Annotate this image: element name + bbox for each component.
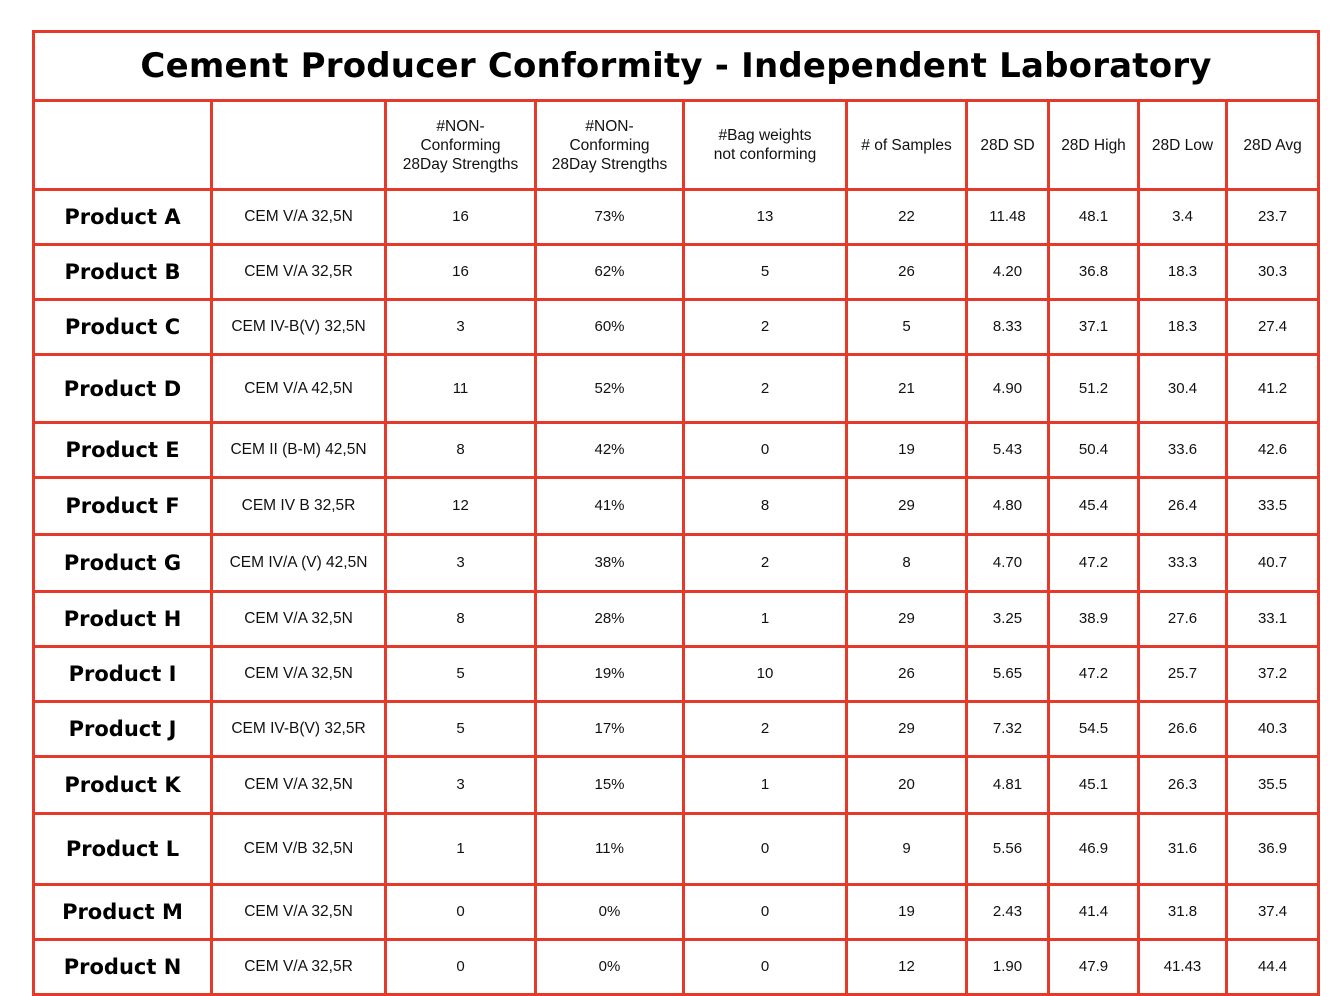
bag-weights-nonconforming-cell: 2 (684, 535, 847, 592)
cement-type-cell: CEM V/A 42,5N (212, 355, 386, 423)
strength-28d-high-cell: 48.1 (1049, 190, 1139, 245)
cement-type-cell: CEM IV B 32,5R (212, 478, 386, 535)
nonconforming-percent-cell: 19% (536, 647, 684, 702)
table-row (34, 300, 1319, 355)
strength-28d-avg-cell: 27.4 (1227, 300, 1319, 355)
strength-28d-low-cell: 41.43 (1139, 940, 1227, 995)
header-28d-high: 28D High (1049, 101, 1139, 190)
table-row (34, 592, 1319, 647)
strength-28d-low-cell: 26.4 (1139, 478, 1227, 535)
bag-weights-nonconforming-cell: 2 (684, 702, 847, 757)
bag-weights-nonconforming-cell: 0 (684, 940, 847, 995)
table-row (34, 814, 1319, 885)
nonconforming-count-cell: 16 (386, 190, 536, 245)
strength-28d-low-cell: 33.6 (1139, 423, 1227, 478)
strength-28d-sd-cell: 2.43 (967, 885, 1049, 940)
strength-28d-high-cell: 47.9 (1049, 940, 1139, 995)
strength-28d-sd-cell: 5.43 (967, 423, 1049, 478)
sample-count-cell: 29 (847, 592, 967, 647)
cement-type-cell: CEM V/A 32,5N (212, 592, 386, 647)
product-name-cell: Product A (34, 190, 212, 245)
strength-28d-high-cell: 36.8 (1049, 245, 1139, 300)
nonconforming-percent-cell: 73% (536, 190, 684, 245)
nonconforming-percent-cell: 38% (536, 535, 684, 592)
sample-count-cell: 21 (847, 355, 967, 423)
nonconforming-percent-cell: 62% (536, 245, 684, 300)
nonconforming-percent-cell: 15% (536, 757, 684, 814)
cement-type-cell: CEM V/A 32,5R (212, 940, 386, 995)
table-row (34, 757, 1319, 814)
strength-28d-avg-cell: 35.5 (1227, 757, 1319, 814)
strength-28d-low-cell: 25.7 (1139, 647, 1227, 702)
sample-count-cell: 29 (847, 478, 967, 535)
header-product (34, 101, 212, 190)
strength-28d-avg-cell: 40.3 (1227, 702, 1319, 757)
nonconforming-percent-cell: 60% (536, 300, 684, 355)
nonconforming-percent-cell: 0% (536, 940, 684, 995)
header-28d-avg: 28D Avg (1227, 101, 1319, 190)
table-row (34, 535, 1319, 592)
strength-28d-sd-cell: 1.90 (967, 940, 1049, 995)
strength-28d-low-cell: 31.6 (1139, 814, 1227, 885)
sample-count-cell: 29 (847, 702, 967, 757)
strength-28d-avg-cell: 36.9 (1227, 814, 1319, 885)
strength-28d-high-cell: 51.2 (1049, 355, 1139, 423)
strength-28d-sd-cell: 8.33 (967, 300, 1049, 355)
strength-28d-avg-cell: 30.3 (1227, 245, 1319, 300)
table-title: Cement Producer Conformity - Independent Laboratory (34, 32, 1319, 101)
strength-28d-sd-cell: 7.32 (967, 702, 1049, 757)
nonconforming-count-cell: 3 (386, 757, 536, 814)
strength-28d-low-cell: 26.3 (1139, 757, 1227, 814)
strength-28d-avg-cell: 23.7 (1227, 190, 1319, 245)
table-row (34, 940, 1319, 995)
bag-weights-nonconforming-cell: 0 (684, 423, 847, 478)
sample-count-cell: 20 (847, 757, 967, 814)
strength-28d-sd-cell: 5.56 (967, 814, 1049, 885)
strength-28d-low-cell: 31.8 (1139, 885, 1227, 940)
product-name-cell: Product I (34, 647, 212, 702)
nonconforming-count-cell: 0 (386, 940, 536, 995)
product-name-cell: Product E (34, 423, 212, 478)
sample-count-cell: 19 (847, 885, 967, 940)
strength-28d-avg-cell: 33.5 (1227, 478, 1319, 535)
cement-type-cell: CEM V/B 32,5N (212, 814, 386, 885)
strength-28d-low-cell: 26.6 (1139, 702, 1227, 757)
bag-weights-nonconforming-cell: 2 (684, 355, 847, 423)
strength-28d-high-cell: 46.9 (1049, 814, 1139, 885)
table-row (34, 478, 1319, 535)
nonconforming-count-cell: 5 (386, 647, 536, 702)
strength-28d-sd-cell: 4.81 (967, 757, 1049, 814)
bag-weights-nonconforming-cell: 2 (684, 300, 847, 355)
strength-28d-avg-cell: 42.6 (1227, 423, 1319, 478)
product-name-cell: Product L (34, 814, 212, 885)
sample-count-cell: 19 (847, 423, 967, 478)
strength-28d-avg-cell: 41.2 (1227, 355, 1319, 423)
nonconforming-percent-cell: 42% (536, 423, 684, 478)
nonconforming-count-cell: 11 (386, 355, 536, 423)
nonconforming-count-cell: 3 (386, 535, 536, 592)
strength-28d-low-cell: 33.3 (1139, 535, 1227, 592)
nonconforming-count-cell: 12 (386, 478, 536, 535)
strength-28d-low-cell: 27.6 (1139, 592, 1227, 647)
sample-count-cell: 5 (847, 300, 967, 355)
strength-28d-high-cell: 54.5 (1049, 702, 1139, 757)
nonconforming-count-cell: 1 (386, 814, 536, 885)
cement-type-cell: CEM IV-B(V) 32,5R (212, 702, 386, 757)
strength-28d-high-cell: 41.4 (1049, 885, 1139, 940)
bag-weights-nonconforming-cell: 13 (684, 190, 847, 245)
nonconforming-count-cell: 3 (386, 300, 536, 355)
table-row (34, 245, 1319, 300)
header-nonconforming-count: #NON- Conforming 28Day Strengths (386, 101, 536, 190)
bag-weights-nonconforming-cell: 0 (684, 885, 847, 940)
table-row (34, 423, 1319, 478)
table-row (34, 702, 1319, 757)
strength-28d-high-cell: 37.1 (1049, 300, 1139, 355)
nonconforming-percent-cell: 41% (536, 478, 684, 535)
strength-28d-low-cell: 18.3 (1139, 300, 1227, 355)
title-row (34, 32, 1319, 101)
nonconforming-percent-cell: 0% (536, 885, 684, 940)
strength-28d-sd-cell: 4.80 (967, 478, 1049, 535)
header-cement-type (212, 101, 386, 190)
sample-count-cell: 22 (847, 190, 967, 245)
strength-28d-low-cell: 3.4 (1139, 190, 1227, 245)
cement-type-cell: CEM V/A 32,5N (212, 647, 386, 702)
bag-weights-nonconforming-cell: 8 (684, 478, 847, 535)
bag-weights-nonconforming-cell: 1 (684, 592, 847, 647)
cement-type-cell: CEM V/A 32,5N (212, 190, 386, 245)
strength-28d-sd-cell: 3.25 (967, 592, 1049, 647)
strength-28d-low-cell: 30.4 (1139, 355, 1227, 423)
product-name-cell: Product D (34, 355, 212, 423)
header-28d-sd: 28D SD (967, 101, 1049, 190)
sample-count-cell: 8 (847, 535, 967, 592)
header-samples: # of Samples (847, 101, 967, 190)
strength-28d-sd-cell: 4.90 (967, 355, 1049, 423)
strength-28d-sd-cell: 4.20 (967, 245, 1049, 300)
nonconforming-percent-cell: 52% (536, 355, 684, 423)
product-name-cell: Product J (34, 702, 212, 757)
strength-28d-avg-cell: 33.1 (1227, 592, 1319, 647)
product-name-cell: Product B (34, 245, 212, 300)
nonconforming-count-cell: 8 (386, 592, 536, 647)
strength-28d-avg-cell: 37.4 (1227, 885, 1319, 940)
sample-count-cell: 26 (847, 647, 967, 702)
strength-28d-sd-cell: 4.70 (967, 535, 1049, 592)
strength-28d-avg-cell: 40.7 (1227, 535, 1319, 592)
cement-type-cell: CEM V/A 32,5N (212, 885, 386, 940)
table-row (34, 190, 1319, 245)
product-name-cell: Product G (34, 535, 212, 592)
strength-28d-sd-cell: 11.48 (967, 190, 1049, 245)
bag-weights-nonconforming-cell: 10 (684, 647, 847, 702)
strength-28d-avg-cell: 44.4 (1227, 940, 1319, 995)
cement-type-cell: CEM V/A 32,5R (212, 245, 386, 300)
nonconforming-count-cell: 16 (386, 245, 536, 300)
strength-28d-avg-cell: 37.2 (1227, 647, 1319, 702)
sample-count-cell: 12 (847, 940, 967, 995)
nonconforming-percent-cell: 28% (536, 592, 684, 647)
table-row (34, 885, 1319, 940)
header-bag-weights: #Bag weights not conforming (684, 101, 847, 190)
strength-28d-high-cell: 47.2 (1049, 647, 1139, 702)
strength-28d-high-cell: 50.4 (1049, 423, 1139, 478)
header-28d-low: 28D Low (1139, 101, 1227, 190)
cement-type-cell: CEM IV/A (V) 42,5N (212, 535, 386, 592)
product-name-cell: Product M (34, 885, 212, 940)
conformity-table (32, 30, 1320, 996)
sample-count-cell: 26 (847, 245, 967, 300)
nonconforming-count-cell: 5 (386, 702, 536, 757)
nonconforming-percent-cell: 17% (536, 702, 684, 757)
strength-28d-high-cell: 45.1 (1049, 757, 1139, 814)
header-nonconforming-percent: #NON- Conforming 28Day Strengths (536, 101, 684, 190)
strength-28d-sd-cell: 5.65 (967, 647, 1049, 702)
bag-weights-nonconforming-cell: 0 (684, 814, 847, 885)
product-name-cell: Product K (34, 757, 212, 814)
nonconforming-count-cell: 8 (386, 423, 536, 478)
bag-weights-nonconforming-cell: 5 (684, 245, 847, 300)
strength-28d-low-cell: 18.3 (1139, 245, 1227, 300)
bag-weights-nonconforming-cell: 1 (684, 757, 847, 814)
cement-type-cell: CEM II (B-M) 42,5N (212, 423, 386, 478)
product-name-cell: Product N (34, 940, 212, 995)
header-row (34, 101, 1319, 190)
nonconforming-count-cell: 0 (386, 885, 536, 940)
strength-28d-high-cell: 45.4 (1049, 478, 1139, 535)
cement-type-cell: CEM IV-B(V) 32,5N (212, 300, 386, 355)
table-row (34, 355, 1319, 423)
product-name-cell: Product C (34, 300, 212, 355)
product-name-cell: Product F (34, 478, 212, 535)
strength-28d-high-cell: 38.9 (1049, 592, 1139, 647)
table-row (34, 647, 1319, 702)
product-name-cell: Product H (34, 592, 212, 647)
sample-count-cell: 9 (847, 814, 967, 885)
nonconforming-percent-cell: 11% (536, 814, 684, 885)
strength-28d-high-cell: 47.2 (1049, 535, 1139, 592)
cement-type-cell: CEM V/A 32,5N (212, 757, 386, 814)
